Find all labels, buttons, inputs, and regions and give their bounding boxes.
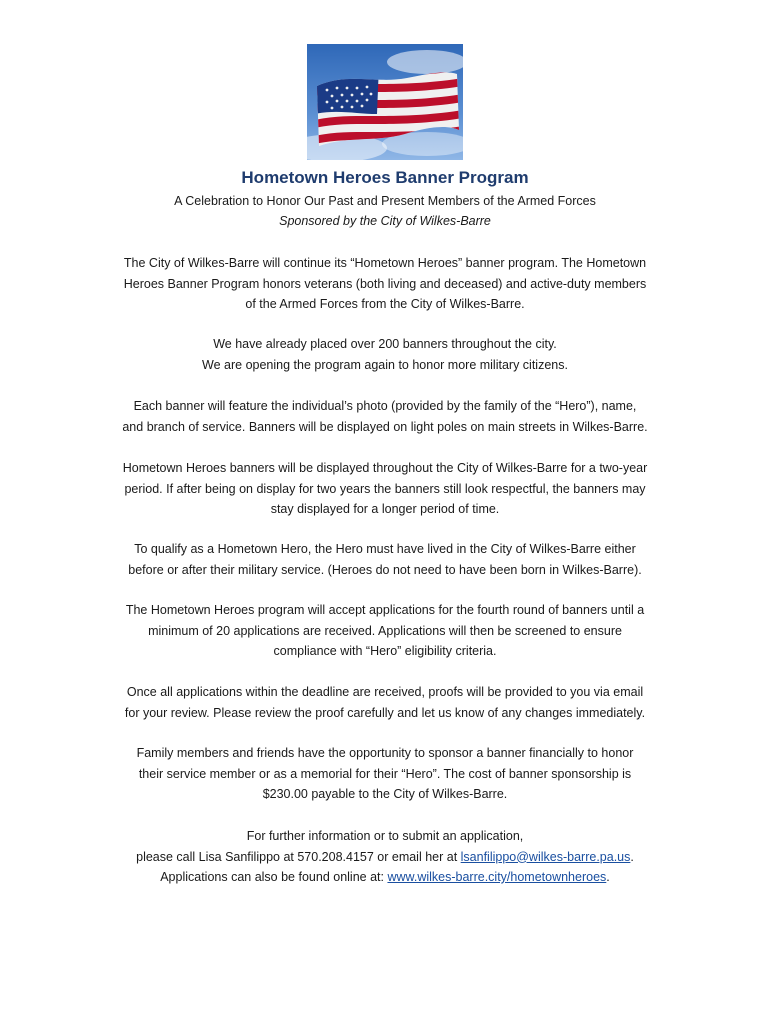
paragraph-contact xyxy=(80,826,690,888)
contact-line xyxy=(80,867,690,888)
contact-text: please call Lisa Sanfilippo at 570.208.4157 or email her at xyxy=(136,849,461,864)
page-title: Hometown Heroes Banner Program xyxy=(241,168,529,187)
website-link[interactable]: www.wilkes-barre.city/hometownheroes xyxy=(387,870,607,884)
contact-text: . xyxy=(630,849,634,864)
text-line: of the Armed Forces from the City of Wilkes-Barre. xyxy=(245,297,525,311)
text-line: compliance with “Hero” eligibility criteria. xyxy=(273,644,497,658)
contact-text: Applications can also be found online at: xyxy=(160,870,388,884)
text-line: Family members and friends have the opportunity to sponsor a banner financially to honor xyxy=(136,746,634,760)
text-line: Each banner will feature the individual’s photo (provided by the family of the “Hero”), name, xyxy=(133,399,637,413)
email-link[interactable]: lsanfilippo@wilkes-barre.pa.us xyxy=(460,849,631,864)
text-line: We have already placed over 200 banners throughout the city. xyxy=(213,337,557,351)
text-line: $230.00 payable to the City of Wilkes-Barre. xyxy=(262,787,508,801)
american-flag-icon xyxy=(307,44,463,160)
text-line: for your review. Please review the proof carefully and let us know of any changes immediately. xyxy=(124,705,646,720)
contact-line xyxy=(80,847,690,868)
paragraph-qualification xyxy=(80,539,690,580)
text-line: To qualify as a Hometown Hero, the Hero must have lived in the City of Wilkes-Barre either xyxy=(134,542,636,556)
contact-text: . xyxy=(606,870,610,884)
text-line: For further information or to submit an application, xyxy=(246,829,524,843)
sponsor-line: Sponsored by the City of Wilkes-Barre xyxy=(279,214,491,228)
text-line: before or after their military service. (Heroes do not need to have been born in Wilkes-Barre). xyxy=(128,562,642,577)
text-line: Once all applications within the deadline are received, proofs will be provided to you via email xyxy=(126,685,644,699)
text-line: minimum of 20 applications are received. Applications will then be screened to ensure xyxy=(148,623,622,638)
text-line: The City of Wilkes-Barre will continue its “Hometown Heroes” banner program. The Hometown xyxy=(123,256,647,270)
paragraph-banner-features xyxy=(80,396,690,437)
paragraph-banners-placed xyxy=(80,334,690,375)
paragraph-display-period xyxy=(80,458,690,520)
text-line: Hometown Heroes banners will be displayed throughout the City of Wilkes-Barre for a two-year xyxy=(122,461,648,475)
text-line: period. If after being on display for two years the banners still look respectful, the banners may xyxy=(124,481,646,496)
text-line: stay displayed for a longer period of time. xyxy=(270,502,500,516)
page-subtitle: A Celebration to Honor Our Past and Present Members of the Armed Forces xyxy=(174,194,596,208)
text-line: and branch of service. Banners will be displayed on light poles on main streets in Wilkes-Barre. xyxy=(122,419,648,434)
text-line: their service member or as a memorial for their “Hero”. The cost of banner sponsorship is xyxy=(138,766,632,781)
paragraph-applications xyxy=(80,600,690,662)
paragraph-program-intro xyxy=(80,253,690,315)
text-line: We are opening the program again to honor more military citizens. xyxy=(202,357,568,372)
text-line: The Hometown Heroes program will accept applications for the fourth round of banners until a xyxy=(125,603,645,617)
paragraph-proofs xyxy=(80,682,690,723)
text-line: Heroes Banner Program honors veterans (both living and deceased) and active-duty members xyxy=(123,276,647,291)
paragraph-sponsorship xyxy=(80,743,690,805)
